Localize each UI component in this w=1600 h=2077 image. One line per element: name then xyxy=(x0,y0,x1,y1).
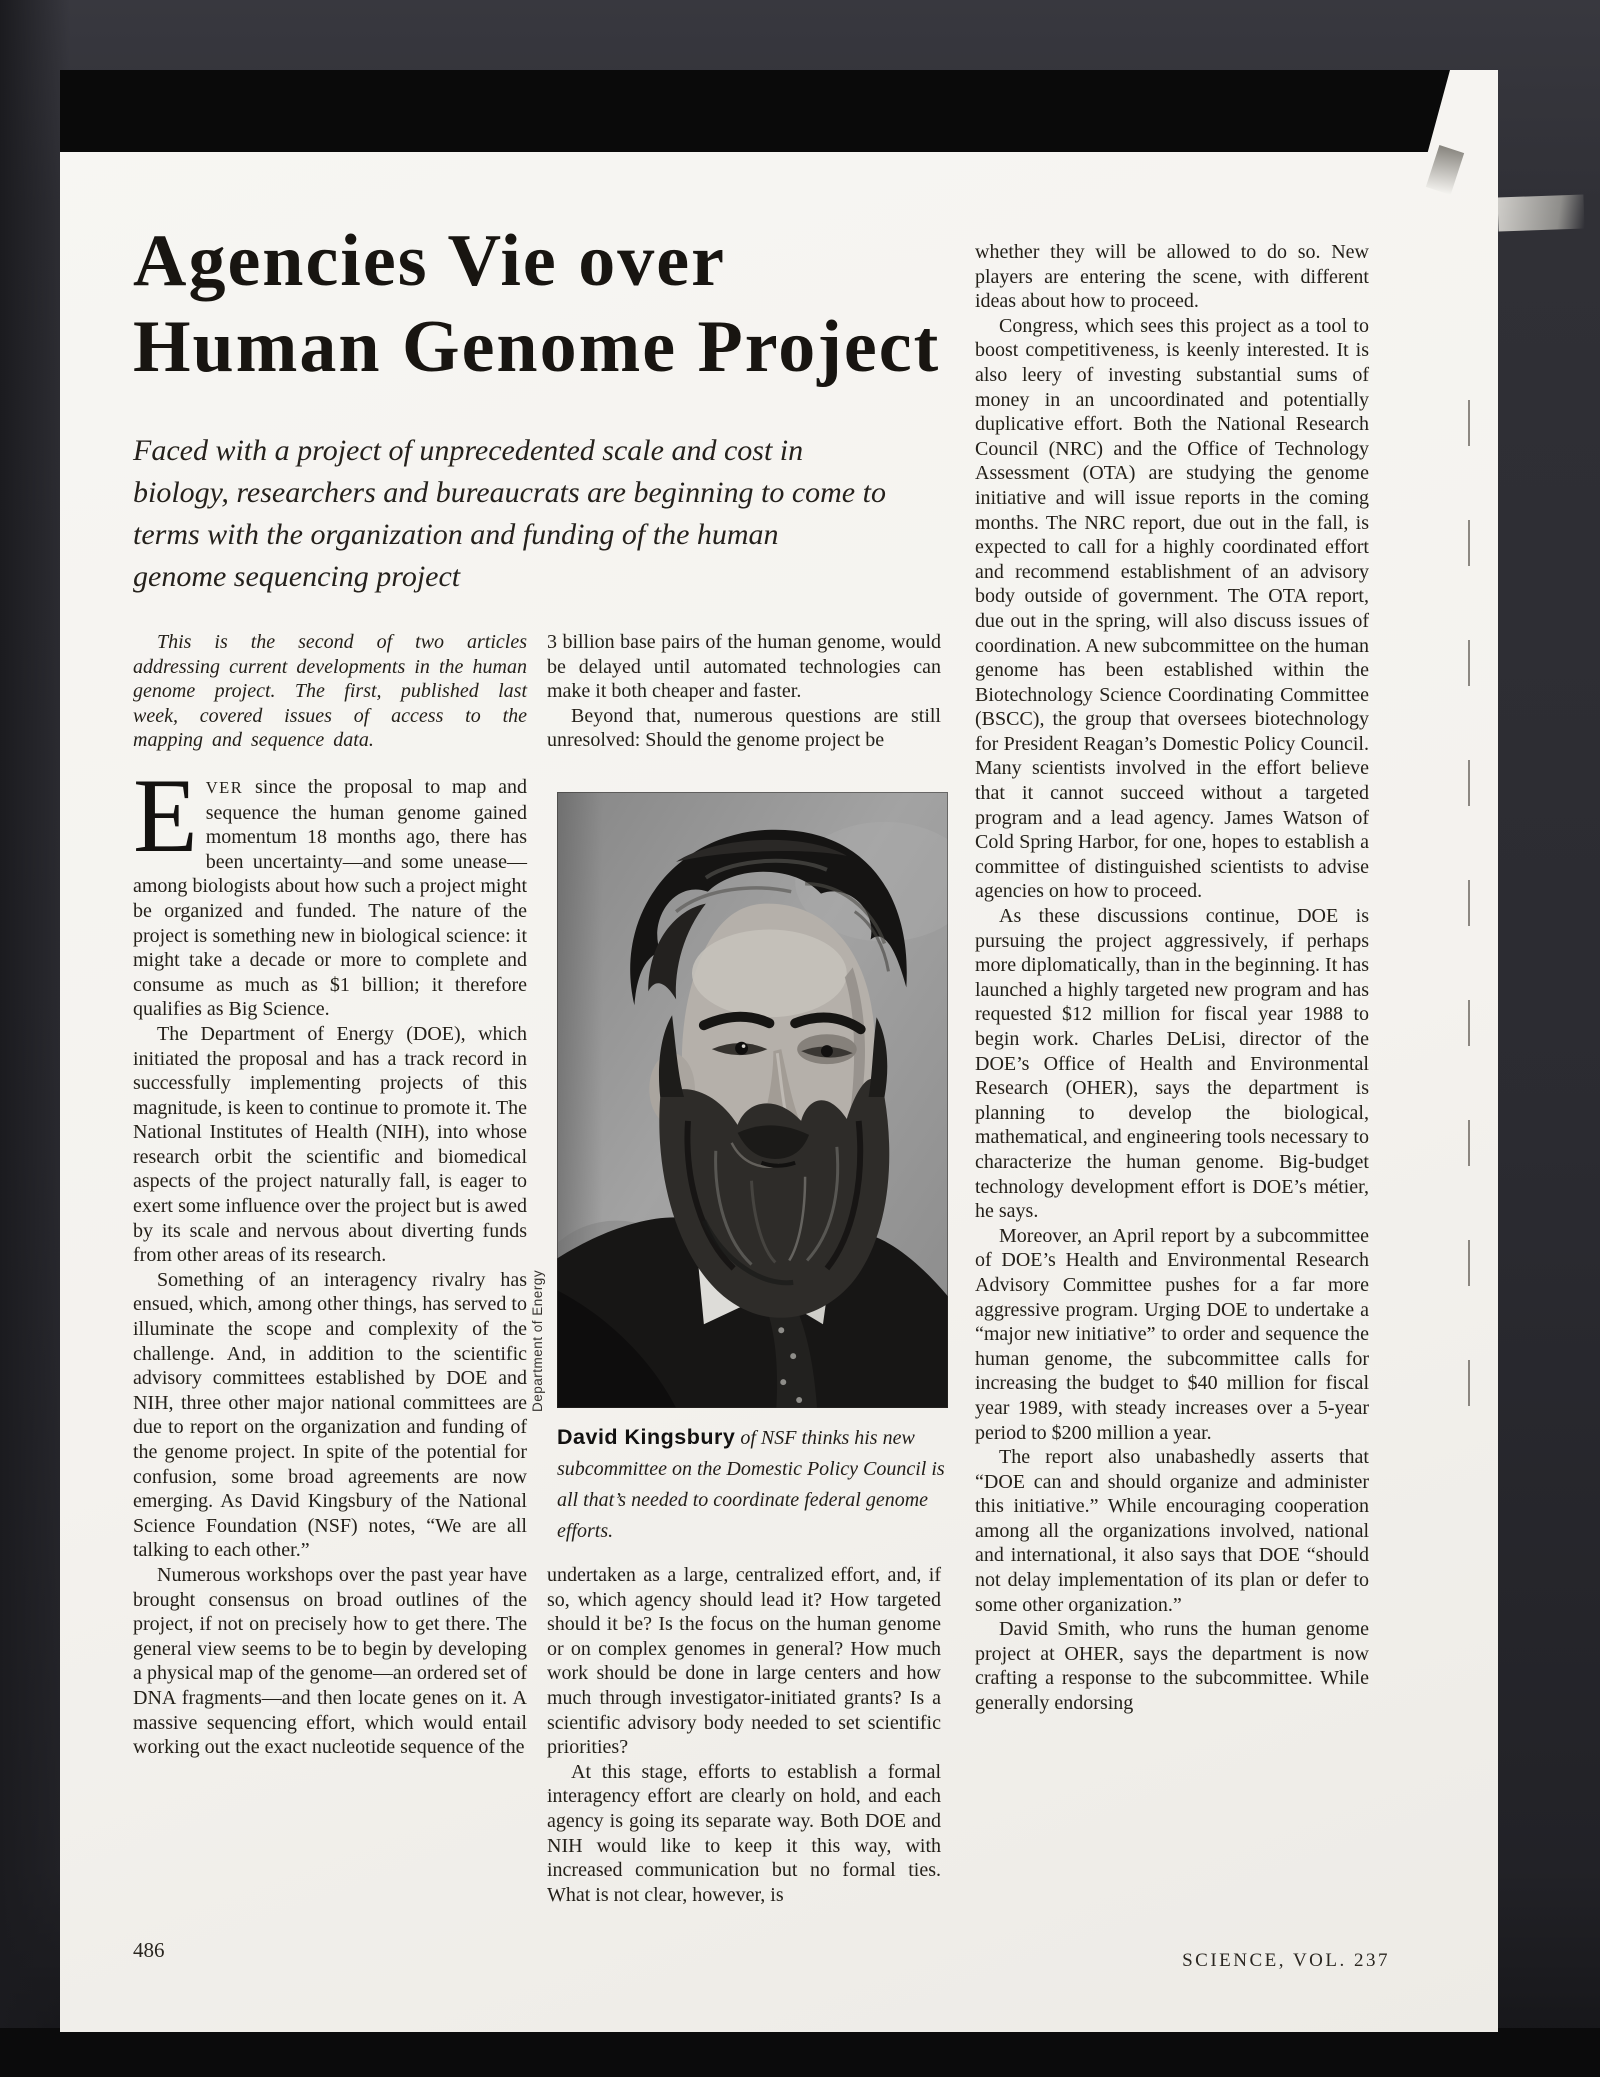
paragraph: whether they will be allowed to do so. New players are entering the scene, with different ideas about how to proceed. xyxy=(975,241,1369,313)
caption-text: of NSF thinks his new subcommittee on the Domestic Policy Council is all that’s needed to coordinate federal genome efforts. xyxy=(557,1427,945,1542)
top-black-band xyxy=(60,70,1450,152)
page-edge-crease xyxy=(1468,400,1470,1450)
small-caps: VER xyxy=(205,777,244,797)
page-corner-crease xyxy=(1426,145,1464,195)
caption-lead: David Kingsbury xyxy=(557,1425,736,1449)
paragraph: Numerous workshops over the past year have brought consensus on broad outlines of the project, if not on precisely how to get there. The general view seems to be to begin by developing a physical map of the genome—an ordered set of DNA fragments—and then locate genes on it. A massive sequencing effort, which would entail working out the exact nucleotide sequence of the xyxy=(133,1563,527,1759)
journal-footer: SCIENCE, VOL. 237 xyxy=(1182,1950,1390,1971)
column-1 xyxy=(133,630,527,1950)
photo-credit: Department of Energy xyxy=(530,1269,545,1412)
paragraph: Moreover, an April report by a subcommittee of DOE’s Health and Environmental Research Advisory Committee pushes for a far more aggressive program. Urging DOE to undertake a “major new initiative” to order and sequence the human genome, the subcommittee calls for increasing the budget to $40 million for fiscal year 1989, with steady increases over a 5-year period to $200 million a year. xyxy=(975,1224,1369,1444)
column-2-bottom xyxy=(547,1563,941,1953)
column-3 xyxy=(975,240,1369,1932)
paragraph-text: since the proposal to map and sequence the human genome gained momentum 18 months ago, there has been uncertainty—and some unease—among biologists about how such a project might be organized and funded. The nature of the project is something new in biological science: it might take a decade or more to complete and consume as much as $1 billion; it therefore qualifies as Big Science. xyxy=(133,775,527,1021)
paragraph: undertaken as a large, centralized effort, and, if so, which agency should lead it? How targeted should it be? Is the focus on the human genome or on complex genomes in general? How much work should be done in large centers and how much through investigator-initiated grants? Is a scientific advisory body needed to set scientific priorities? xyxy=(547,1564,941,1759)
portrait-photo xyxy=(557,792,948,1408)
paragraph: The report also unabashedly asserts that “DOE can and should organize and administer this initiative.” While encouraging cooperation among all the organizations involved, national and international, it also says that DOE “should not delay implementation of its plan or defer to some other organization.” xyxy=(975,1446,1369,1616)
scanner-shadow-bottom xyxy=(0,2028,1600,2077)
paragraph: Something of an interagency rivalry has ensued, which, among other things, has served to illuminate the scope and complexity of the challenge. And, in addition to the scientific advisory committees established by DOE and NIH, three other major national committees are due to report on the organization and funding of the genome project. In spite of the potential for confusion, some broad agreements are now emerging. As David Kingsbury of the National Science Foundation (NSF) notes, “We are all talking to each other.” xyxy=(133,1268,527,1562)
column-2-top xyxy=(547,630,941,770)
photo-caption xyxy=(557,1422,951,1547)
standfirst-line: Faced with a project of unprecedented scale and cost in xyxy=(133,434,804,467)
paragraph: Congress, which sees this project as a tool to boost competitiveness, is keenly interested. It is also leery of investing substantial sums of money in an uncoordinated and potentially duplicative effort. Both the National Research Council (NRC) and the Office of Technology Assessment (OTA) are studying the genome initiative and will issue reports in the coming months. The NRC report, due out in the fall, is expected to call for a highly coordinated effort and recommend establishment of an advisory body outside of government. The OTA report, due out in the spring, will also discuss issues of coordination. A new subcommittee on the human genome has been established within the Biotechnology Science Coordinating Committee (BSCC), the group that oversees biotechnology for President Reagan’s Domestic Policy Council. Many scientists involved in the effort believe that it cannot succeed without a targeted program and a lead agency. James Watson of Cold Spring Harbor, for one, hopes to establish a committee of distinguished scientists to advise agencies on how to proceed. xyxy=(975,314,1369,903)
paragraph: David Smith, who runs the human genome project at OHER, says the department is now crafting a response to the subcommittee. While generally endorsing xyxy=(975,1618,1369,1715)
paragraph: The Department of Energy (DOE), which initiated the proposal and has a track record in successfully implementing projects of this magnitude, is keen to continue to promote it. The National Institutes of Health (NIH), into whose research orbit the scientific and biomedical aspects of the project naturally fall, is eager to exert some influence over the project but is awed by its scale and nervous about diverting funds from other areas of its research. xyxy=(133,1022,527,1267)
page-number: 486 xyxy=(133,1938,165,1962)
magazine-page xyxy=(60,70,1498,2032)
paragraph xyxy=(133,756,527,1022)
paragraph: At this stage, efforts to establish a formal interagency effort are clearly on hold, and each agency is going its separate way. Both DOE and NIH would like to keep it this way, with increased communication but no formal ties. What is not clear, however, is xyxy=(547,1760,941,1906)
drop-cap: E xyxy=(133,756,198,874)
standfirst-line: terms with the organization and funding of the human xyxy=(133,518,779,551)
title-line-2: Human Genome Project xyxy=(133,306,941,388)
adjacent-page-edge xyxy=(1497,195,1584,232)
standfirst-line: biology, researchers and bureaucrats are beginning to come to xyxy=(133,476,886,509)
portrait-photo-art xyxy=(557,792,948,1408)
paragraph: As these discussions continue, DOE is pursuing the project aggressively, if perhaps more diplomatically, than in the beginning. It has launched a highly targeted new program and has requested $12 million for fiscal year 1988 to begin work. Charles DeLisi, director of the DOE’s Office of Health and Environmental Research (OHER), says the department is planning to develop the biological, mathematical, and engineering tools necessary to characterize the human genome. Big-budget technology development effort is DOE’s métier, he says. xyxy=(975,905,1369,1223)
standfirst-line: genome sequencing project xyxy=(133,560,461,593)
editor-note: This is the second of two articles addressing current developments in the human genome project. The first, published last week, covered issues of access to the mapping and sequence data. xyxy=(133,631,527,752)
paragraph: Beyond that, numerous questions are still unresolved: Should the genome project be xyxy=(547,704,941,752)
title-line-1: Agencies Vie over xyxy=(133,220,726,302)
paragraph: 3 billion base pairs of the human genome, would be delayed until automated technologies can make it both cheaper and faster. xyxy=(547,631,941,703)
